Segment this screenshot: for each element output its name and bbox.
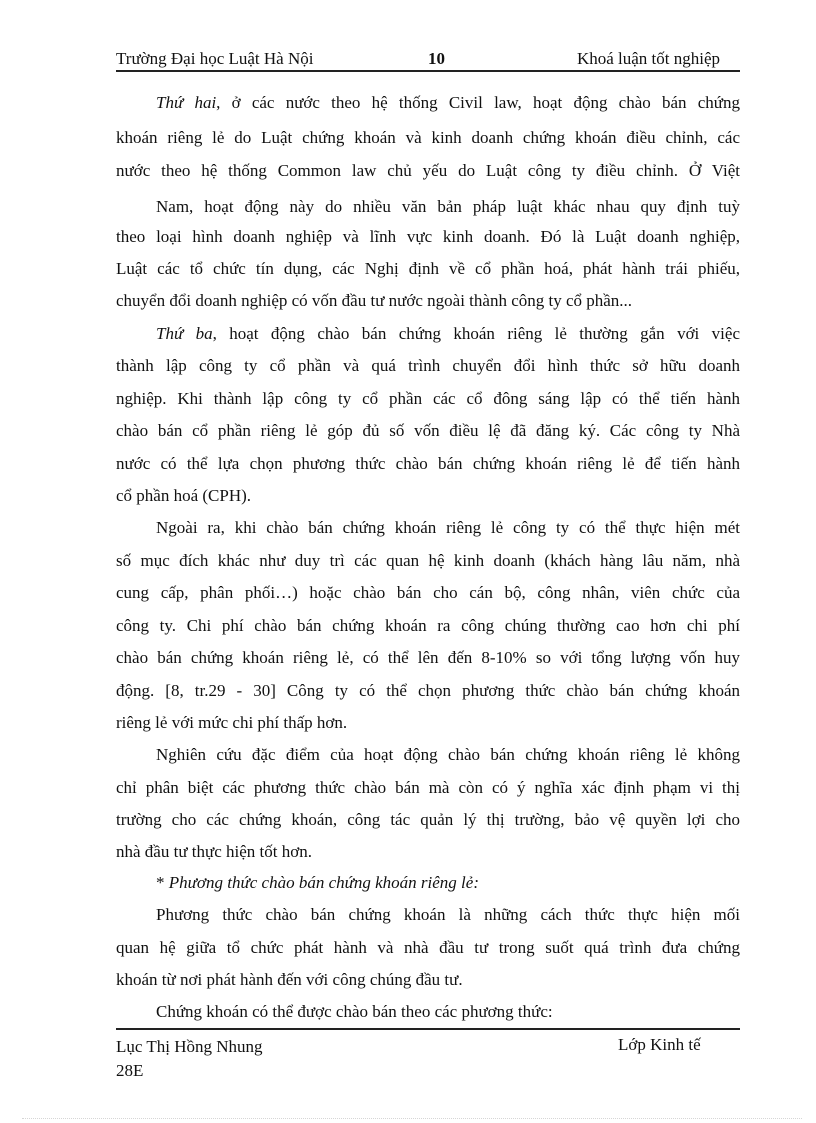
- text-line: [116, 319, 740, 349]
- text-line: Nam, hoạt động này do nhiều văn bản pháp luật khác nhau quy định tuỳ: [156, 197, 740, 216]
- text-line: khoán riêng lẻ do Luật chứng khoán và kinh doanh chứng khoán điều chỉnh, các: [116, 128, 740, 147]
- heading-marker: *: [156, 873, 169, 892]
- header-university: Trường Đại học Luật Hà Nội: [116, 49, 314, 68]
- text-line: chào bán cổ phần riêng lẻ góp đủ số vốn điều lệ đã đăng ký. Các công ty Nhà: [116, 421, 740, 440]
- text-line: trường cho các chứng khoán, công tác quản lý thị trường, bảo vệ quyền lợi cho: [116, 810, 740, 829]
- text-line: công ty. Chi phí chào bán chứng khoán ra công chúng thường cao hơn chi phí: [116, 616, 740, 635]
- footer-class-label: Lớp Kinh tế: [618, 1035, 701, 1054]
- footer-class-number: 28E: [116, 1061, 144, 1080]
- text-line: khoán từ nơi phát hành đến với công chúng đầu tư.: [116, 970, 463, 989]
- text-line: riêng lẻ với mức chi phí thấp hơn.: [116, 713, 348, 732]
- text-run: , hoạt động chào bán chứng khoán riêng lẻ thường gắn với việc: [212, 324, 740, 343]
- text-line: nước có thể lựa chọn phương thức chào bán chứng khoán riêng lẻ để tiến hành: [116, 454, 740, 473]
- text-line: Nghiên cứu đặc điểm của hoạt động chào bán chứng khoán riêng lẻ không: [156, 745, 740, 764]
- text-line: chỉ phân biệt các phương thức chào bán mà còn có ý nghĩa xác định phạm vi thị: [116, 778, 740, 797]
- text-line: quan hệ giữa tổ chức phát hành và nhà đầu tư trong suốt quá trình đưa chứng: [116, 938, 740, 957]
- text-line: theo loại hình doanh nghiệp và lĩnh vực kinh doanh. Đó là Luật doanh nghiệp,: [116, 227, 740, 246]
- paragraph-lead: Thứ hai: [156, 93, 217, 112]
- text-line: chào bán chứng khoán riêng lẻ, có thể lên đến 8-10% so với tổng lượng vốn huy: [116, 648, 740, 667]
- page-header: [116, 46, 740, 72]
- text-line: Ngoài ra, khi chào bán chứng khoán riêng lẻ công ty có thể thực hiện mét: [156, 518, 740, 537]
- text-line: nhà đầu tư thực hiện tốt hơn.: [116, 842, 312, 861]
- header-page-number: 10: [428, 49, 445, 68]
- text-line: nước theo hệ thống Common law chủ yếu do Luật công ty điều chỉnh. Ở Việt: [116, 161, 740, 180]
- footer-author: Lục Thị Hồng Nhung: [116, 1037, 263, 1056]
- text-line: số mục đích khác như duy trì các quan hệ kinh doanh (khách hàng lâu năm, nhà: [116, 551, 740, 570]
- text-line: nghiệp. Khi thành lập công ty cổ phần các cổ đông sáng lập có thể tiến hành: [116, 389, 740, 408]
- text-line: Phương thức chào bán chứng khoán là những cách thức thực hiện mối: [156, 905, 740, 924]
- paragraph-lead: Thứ ba: [156, 324, 213, 343]
- footer-author-block: [116, 1035, 263, 1083]
- text-line: động. [8, tr.29 - 30] Công ty có thể chọn phương thức chào bán chứng khoán: [116, 681, 740, 700]
- text-line: thành lập công ty cổ phần và quá trình chuyển đổi hình thức sở hữu doanh: [116, 356, 740, 375]
- text-line: [116, 88, 740, 118]
- text-line: Luật các tổ chức tín dụng, các Nghị định về cổ phần hoá, phát hành trái phiếu,: [116, 259, 740, 278]
- heading-text: Phương thức chào bán chứng khoán riêng lẻ:: [168, 873, 479, 892]
- text-line: cổ phần hoá (CPH).: [116, 486, 252, 505]
- page-edge-divider: [22, 1118, 802, 1119]
- text-line: chuyển đổi doanh nghiệp có vốn đầu tư nước ngoài thành công ty cổ phần...: [116, 291, 633, 310]
- header-document-type: Khoá luận tốt nghiệp: [576, 49, 720, 68]
- page-footer: [116, 1028, 740, 1080]
- text-line: cung cấp, phân phối…) hoặc chào bán cho cán bộ, công nhân, viên chức của: [116, 583, 740, 602]
- section-heading: [116, 868, 740, 898]
- text-line: Chứng khoán có thể được chào bán theo các phương thức:: [156, 1002, 553, 1021]
- text-run: , ở các nước theo hệ thống Civil law, hoạt động chào bán chứng: [216, 93, 740, 112]
